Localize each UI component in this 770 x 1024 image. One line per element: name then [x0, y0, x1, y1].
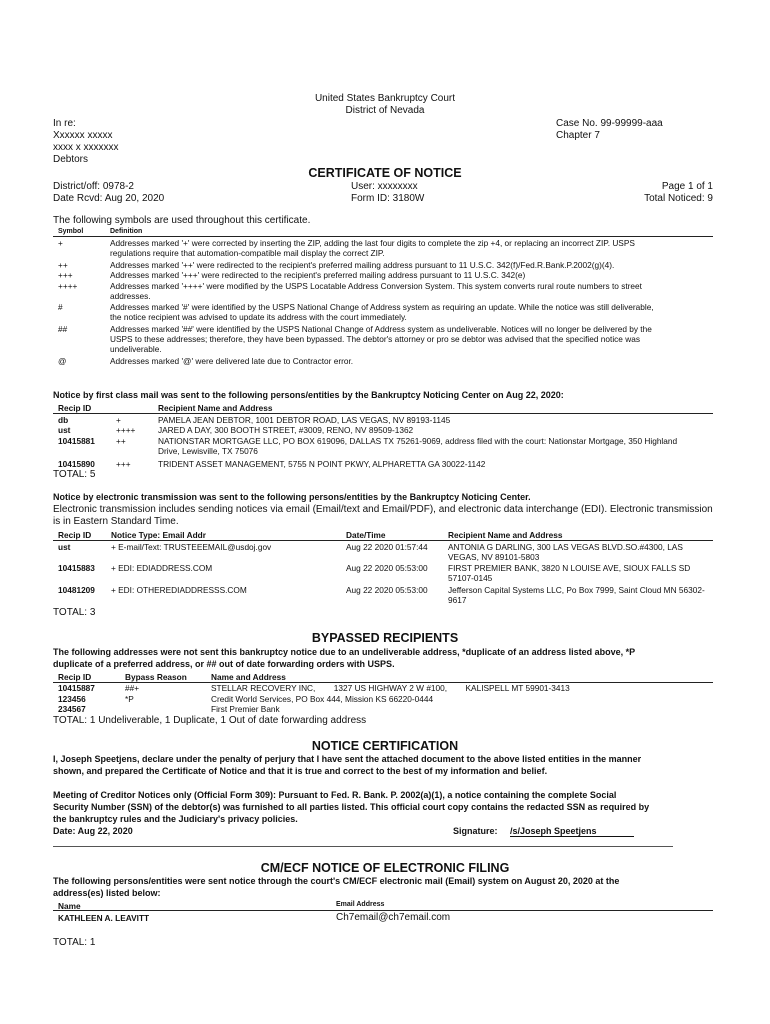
symbol-definition: Addresses marked '++++' were modified by the USPS Locatable Address Conversion System. This system converts rural route numbers to street	[110, 281, 642, 291]
certification-date: Date: Aug 22, 2020	[53, 826, 133, 836]
first-class-total: TOTAL: 5	[53, 469, 96, 480]
electronic-heading: Notice by electronic transmission was sent to the following persons/entities by the Bankruptcy Noticing Center.	[53, 492, 531, 502]
recip-id: ust	[58, 425, 71, 435]
recipient-column-header: Recipient Name and Address	[448, 530, 563, 540]
bypass-reason: ##+	[125, 683, 140, 693]
bypass-reason-column-header: Bypass Reason	[125, 672, 187, 682]
definition-column-header: Definition	[110, 228, 143, 235]
recipient-address: ANTONIA G DARLING, 300 LAS VEGAS BLVD.SO.#4300, LAS	[448, 542, 683, 552]
datetime-column-header: Date/Time	[346, 530, 386, 540]
recipient-address: TRIDENT ASSET MANAGEMENT, 5755 N POINT PKWY, ALPHARETTA GA 30022-1142	[158, 459, 486, 469]
recipient-address: STELLAR RECOVERY INC, 1327 US HIGHWAY 2 W #100, KALISPELL MT 59901-3413	[211, 683, 570, 693]
total-noticed: Total Noticed: 9	[644, 193, 713, 204]
symbol-definition: Addresses marked '+++' were redirected to the recipient's preferred mailing address pursuant to 11 U.S.C. 342(e)	[110, 270, 526, 280]
recip-id-column-header: Recip ID	[58, 530, 92, 540]
email-column-header: Email Address	[336, 901, 385, 908]
divider	[53, 910, 713, 911]
certification-title: NOTICE CERTIFICATION	[311, 739, 459, 753]
recip-id: 123456	[58, 694, 86, 704]
case-number: Case No. 99-99999-aaa	[556, 118, 663, 129]
cmecf-title: CM/ECF NOTICE OF ELECTRONIC FILING	[260, 861, 510, 875]
recipient-address: First Premier Bank	[211, 704, 280, 714]
cmecf-total: TOTAL: 1	[53, 937, 96, 948]
chapter: Chapter 7	[556, 130, 600, 141]
symbol-definition: Addresses marked '#' were identified by the USPS National Change of Address system as requiring an update. While the notice was still deliverable,	[110, 302, 654, 312]
notice-datetime: Aug 22 2020 05:53:00	[346, 563, 428, 573]
symbol-code: ++++	[58, 281, 78, 291]
notice-type-column-header: Notice Type: Email Addr	[111, 530, 206, 540]
symbol-code: +	[58, 238, 63, 248]
bypassed-description: duplicate of a preferred address, or ## out of date forwarding orders with USPS.	[53, 659, 395, 669]
recip-id: 10415883	[58, 563, 95, 573]
recipient-address: Drive, Lewisville, TX 75076	[158, 446, 258, 456]
cmecf-description: address(es) listed below:	[53, 888, 161, 898]
recip-id: 10481209	[58, 585, 95, 595]
recipient-address: Jefferson Capital Systems LLC, Po Box 7999, Saint Cloud MN 56302-	[448, 585, 705, 595]
recipient-address: 57107-0145	[448, 573, 493, 583]
divider	[53, 413, 713, 414]
recip-id: 10415890	[58, 459, 95, 469]
electronic-description: is in Eastern Standard Time.	[53, 516, 179, 527]
electronic-description: Electronic transmission includes sending notices via email (Email/text and Email/PDF), and electronic data interchange (EDI). Electronic transmission	[53, 504, 713, 515]
creditor-notice-text: Security Number (SSN) of the debtor(s) was furnished to all parties listed. This official court copy contains the redacted SSN as required by	[53, 802, 650, 812]
notice-datetime: Aug 22 2020 05:53:00	[346, 585, 428, 595]
recipient-address: NATIONSTAR MORTGAGE LLC, PO BOX 619096, DALLAS TX 75261-9069, address filed with the court: Nationstar Mortgage, 350 Highland	[158, 436, 678, 446]
recipient-address: PAMELA JEAN DEBTOR, 1001 DEBTOR ROAD, LAS VEGAS, NV 89193-1145	[158, 415, 451, 425]
symbol-code: #	[58, 302, 63, 312]
divider	[53, 540, 713, 541]
recip-id: 10415881	[58, 436, 95, 446]
bypassed-title: BYPASSED RECIPIENTS	[311, 631, 459, 645]
page-title: CERTIFICATE OF NOTICE	[308, 166, 462, 180]
symbol-code: ##	[58, 324, 68, 334]
signature: /s/Joseph Speetjens	[510, 826, 634, 837]
symbol-definition: Addresses marked '@' were delivered late due to Contractor error.	[110, 356, 354, 366]
recipient-address: 9617	[448, 595, 467, 605]
recip-id-column-header: Recip ID	[58, 672, 92, 682]
address-flag: +	[116, 415, 121, 425]
recipient-address: VEGAS, NV 89101-5803	[448, 552, 540, 562]
name-address-column-header: Name and Address	[211, 672, 286, 682]
address-flag: ++++	[116, 425, 136, 435]
divider	[53, 236, 713, 237]
bypass-reason: *P	[125, 694, 134, 704]
cmecf-description: The following persons/entities were sent notice through the court's CM/ECF electronic mail (Email) system on August 20, 2020 at the	[53, 876, 620, 886]
bypassed-description: The following addresses were not sent this bankruptcy notice due to an undeliverable address, *duplicate of an address listed above, *P	[53, 647, 636, 657]
district-office: District/off: 0978-2	[53, 181, 134, 192]
symbol-definition: addresses.	[110, 291, 151, 301]
symbol-definition: the notice recipient was advised to update its address with the court immediately.	[110, 312, 407, 322]
form-id: Form ID: 3180W	[351, 193, 425, 204]
symbol-definition: Addresses marked '+' were corrected by inserting the ZIP, adding the last four digits to complete the zip +4, or replacing an incorrect ZIP. USPS	[110, 238, 635, 248]
recip-id: 10415887	[58, 683, 95, 693]
recipient-address: Credit World Services, PO Box 444, Mission KS 66220-0444	[211, 694, 434, 704]
date-received: Date Rcvd: Aug 20, 2020	[53, 193, 165, 204]
symbol-code: @	[58, 356, 67, 366]
address-flag: ++	[116, 436, 126, 446]
symbol-definition: undeliverable.	[110, 344, 162, 354]
name-column-header: Name	[58, 901, 81, 911]
signature-label: Signature:	[453, 826, 498, 836]
recip-id: db	[58, 415, 69, 425]
notice-email: + EDI: OTHEREDIADDRESSS.COM	[111, 585, 247, 595]
recipient-address: FIRST PREMIER BANK, 3820 N LOUISE AVE, SIOUX FALLS SD	[448, 563, 691, 573]
in-re-label: In re:	[53, 118, 76, 129]
debtor-name-1: Xxxxxx xxxxx	[53, 130, 113, 141]
bypassed-total: TOTAL: 1 Undeliverable, 1 Duplicate, 1 Out of date forwarding address	[53, 715, 367, 726]
certification-text: I, Joseph Speetjens, declare under the penalty of perjury that I have sent the attached document to the above listed entities in the manner	[53, 754, 642, 764]
recipient-email: Ch7email@ch7email.com	[336, 912, 451, 923]
user-id: User: xxxxxxxx	[351, 181, 418, 192]
divider	[53, 846, 673, 847]
debtor-name-2: xxxx x xxxxxxx	[53, 142, 119, 153]
page-number: Page 1 of 1	[661, 181, 713, 192]
symbol-code: ++	[58, 260, 68, 270]
symbol-column-header: Symbol	[58, 228, 84, 235]
symbol-code: +++	[58, 270, 73, 280]
symbol-definition: Addresses marked '++' were redirected to the recipient's preferred mailing address pursuant to 11 U.S.C. 342(f)/Fed.R.Bank.P.2002(g)(4).	[110, 260, 615, 270]
notice-datetime: Aug 22 2020 01:57:44	[346, 542, 428, 552]
symbols-intro: The following symbols are used throughout this certificate.	[53, 215, 311, 226]
electronic-total: TOTAL: 3	[53, 607, 96, 618]
symbol-definition: Addresses marked '##' were identified by the USPS National Change of Address system as undeliverable. Notices will no longer be delivered by the	[110, 324, 652, 334]
recip-id: 234567	[58, 704, 86, 714]
creditor-notice-text: Meeting of Creditor Notices only (Official Form 309): Pursuant to Fed. R. Bank. P. 2002(a)(1), a notice containing the complete Social	[53, 790, 617, 800]
address-flag: +++	[116, 459, 131, 469]
debtors-label: Debtors	[53, 154, 89, 165]
symbol-definition: USPS to these addresses; therefore, they have been bypassed. The debtor's attorney or pro se debtor was advised that the specified notice was	[110, 334, 640, 344]
recip-id: ust	[58, 542, 71, 552]
court-name: United States Bankruptcy Court	[314, 93, 456, 104]
first-class-heading: Notice by first class mail was sent to the following persons/entities by the Bankruptcy Noticing Center on Aug 22, 2020:	[53, 390, 564, 400]
certification-text: shown, and prepared the Certificate of Notice and that it is true and correct to the best of my information and belief.	[53, 766, 548, 776]
recipient-name: KATHLEEN A. LEAVITT	[58, 913, 150, 923]
recip-id-column-header: Recip ID	[58, 403, 92, 413]
symbol-definition: regulations require that automation-compatible mail display the correct ZIP.	[110, 248, 385, 258]
notice-email: + EDI: EDIADDRESS.COM	[111, 563, 213, 573]
recipient-column-header: Recipient Name and Address	[158, 403, 273, 413]
creditor-notice-text: the bankruptcy rules and the Judiciary's privacy policies.	[53, 814, 298, 824]
notice-email: + E-mail/Text: TRUSTEEEMAIL@usdoj.gov	[111, 542, 272, 552]
recipient-address: JARED A DAY, 300 BOOTH STREET, #3009, RENO, NV 89509-1362	[158, 425, 414, 435]
court-district: District of Nevada	[345, 105, 425, 116]
